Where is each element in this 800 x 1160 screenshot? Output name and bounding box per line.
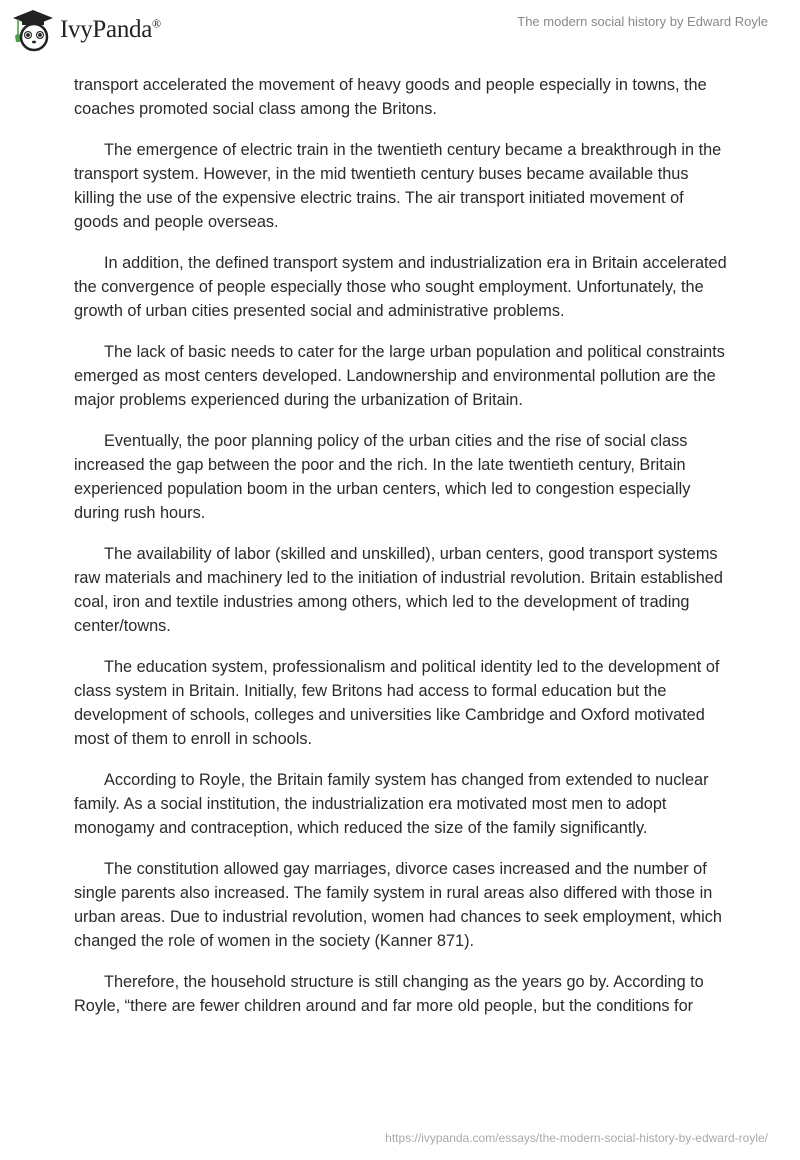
paragraph: The education system, professionalism and political identity led to the development of class system in Britain. Initially, few Britons had access to formal education but the development of schools, colleges and universities like Cambridge and Oxford motivated most of them to enroll in schools. (74, 658, 720, 748)
paragraph: The constitution allowed gay marriages, divorce cases increased and the number of single parents also increased. The family system in rural areas also differed with those in urban areas. Due to industrial revolution, women had chances to seek employment, which changed the role of women in the society (Kanner 871). (74, 860, 722, 950)
page-header (0, 0, 800, 60)
paragraph: The emergence of electric train in the twentieth century became a breakthrough in the transport system. However, in the mid twentieth century buses became available thus killing the use of the expensive electric trains. The air transport initiated movement of goods and people overseas. (74, 141, 722, 231)
paragraph: Eventually, the poor planning policy of the urban cities and the rise of social class increased the gap between the poor and the rich. In the late twentieth century, Britain experienced population boom in the urban centers, which led to congestion especially during rush hours. (74, 432, 691, 522)
document-title: The modern social history by Edward Royle (517, 14, 768, 29)
paragraph: In addition, the defined transport system and industrialization era in Britain accelerated the convergence of people especially those who sought employment. Unfortunately, the growth of urban cities presented social and administrative problems. (74, 254, 727, 320)
paragraph: The availability of labor (skilled and unskilled), urban centers, good transport systems raw materials and machinery led to the initiation of industrial revolution. Britain established coal, iron and textile industries among others, which led to the development of trading center/towns. (74, 545, 723, 635)
panda-graduate-icon (12, 8, 54, 52)
logo-text: IvyPanda® (60, 16, 161, 43)
essay-body (74, 73, 728, 1035)
paragraph: The lack of basic needs to cater for the large urban population and political constraints emerged as most centers developed. Landownership and environmental pollution are the major problems experienced during the urbanization of Britain. (74, 343, 725, 409)
paragraph: According to Royle, the Britain family system has changed from extended to nuclear family. As a social institution, the industrialization era motivated most men to adopt monogamy and contraception, which reduced the size of the family significantly. (74, 771, 709, 837)
source-url[interactable]: https://ivypanda.com/essays/the-modern-social-history-by-edward-royle/ (385, 1131, 768, 1145)
paragraph: transport accelerated the movement of heavy goods and people especially in towns, the coaches promoted social class among the Britons. (74, 76, 707, 118)
ivypanda-logo[interactable] (12, 8, 161, 52)
paragraph: Therefore, the household structure is still changing as the years go by. According to Royle, “there are fewer children around and far more old people, but the conditions for (74, 973, 704, 1015)
